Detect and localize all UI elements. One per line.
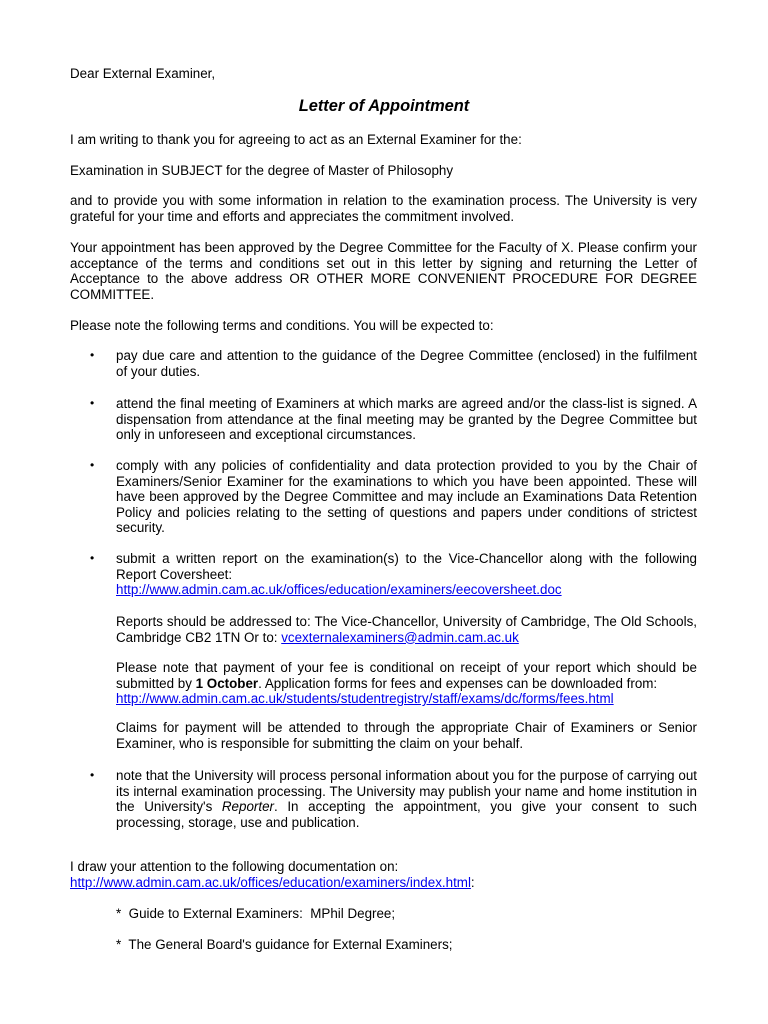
- bullet-marker: •: [90, 348, 95, 362]
- fee-paragraph: [116, 660, 697, 707]
- coversheet-link[interactable]: http://www.admin.cam.ac.uk/offices/education/examiners/eecoversheet.doc: [116, 582, 562, 598]
- bullet-duties: pay due care and attention to the guidance of the Degree Committee (enclosed) in the fulfilment of your duties.: [116, 348, 697, 379]
- personal-info-text-cont: . In accepting the appointment, you give your consent to such processing, storage, use and publication.: [116, 799, 697, 830]
- bullet-marker: •: [90, 396, 95, 410]
- claims-paragraph: Claims for payment will be attended to through the appropriate Chair of Examiners or Senior Examiner, who is responsible for submitting the claim on your behalf.: [116, 720, 697, 751]
- salutation: Dear External Examiner,: [70, 66, 216, 81]
- fees-form-link[interactable]: http://www.admin.cam.ac.uk/students/studentregistry/staff/exams/dc/forms/fees.html: [116, 691, 614, 707]
- approval-paragraph: Your appointment has been approved by the Degree Committee for the Faculty of X. Please confirm your acceptance of the terms and conditions set out in this letter by signing and returning the Letter of Acceptance to the above address OR OTHER MORE CONVENIENT PROCEDURE FOR DEGREE COMMITTEE.: [70, 240, 697, 302]
- page-title: Letter of Appointment: [298, 97, 470, 115]
- vc-email-link[interactable]: vcexternalexaminers@admin.cam.ac.uk: [281, 629, 519, 645]
- intro-paragraph: I am writing to thank you for agreeing to act as an External Examiner for the:: [70, 132, 522, 147]
- bullet-confidentiality: comply with any policies of confidentiality and data protection provided to you by the Chair of Examiners/Senior Examiner for the examinations to which you have been appointed. These will have been approved by the Degree Committee and may include an Examinations Data Retention Policy and policies relating to the setting of questions and papers under conditions of strictest security.: [116, 458, 697, 536]
- fee-text: Please note that payment of your fee is conditional on receipt of your report which should be submitted by: [116, 660, 697, 691]
- process-paragraph: and to provide you with some information in relation to the examination process. The University is very grateful for your time and efforts and appreciates the commitment involved.: [70, 193, 697, 224]
- fee-deadline: 1 October: [195, 675, 259, 691]
- report-address-text: Reports should be addressed to: The Vice-Chancellor, University of Cambridge, The Old Schools, Cambridge CB2 1TN Or to:: [116, 614, 697, 645]
- doc-item: * The General Board's guidance for External Examiners;: [116, 937, 453, 952]
- bullet-report: [116, 551, 697, 598]
- docs-colon: :: [470, 874, 475, 890]
- bullet-marker: •: [90, 458, 95, 472]
- reporter-title: Reporter: [221, 799, 274, 815]
- examiners-index-link[interactable]: http://www.admin.cam.ac.uk/offices/education/examiners/index.html: [70, 874, 471, 890]
- doc-item: * Guide to External Examiners: MPhil Degree;: [116, 906, 396, 921]
- bullet-marker: •: [90, 768, 95, 782]
- docs-intro: I draw your attention to the following documentation on:: [70, 859, 399, 874]
- fee-text-cont: . Application forms for fees and expenses can be downloaded from:: [258, 675, 658, 691]
- report-text: submit a written report on the examination(s) to the Vice-Chancellor along with the following Report Coversheet:: [116, 551, 697, 582]
- docs-paragraph: [70, 859, 697, 890]
- bullet-personal-info: [116, 768, 697, 830]
- exam-line: Examination in SUBJECT for the degree of Master of Philosophy: [70, 163, 454, 178]
- bullet-marker: •: [90, 551, 95, 565]
- personal-info-text: note that the University will process personal information about you for the purpose of carrying out its internal examination processing. The University may publish your name and home institution in the University's: [116, 768, 697, 815]
- terms-intro: Please note the following terms and conditions. You will be expected to:: [70, 318, 494, 333]
- report-address-paragraph: [116, 614, 697, 645]
- bullet-final-meeting: attend the final meeting of Examiners at which marks are agreed and/or the class-list is signed. A dispensation from attendance at the final meeting may be granted by the Degree Committee but only in unforeseen and exceptional circumstances.: [116, 396, 697, 443]
